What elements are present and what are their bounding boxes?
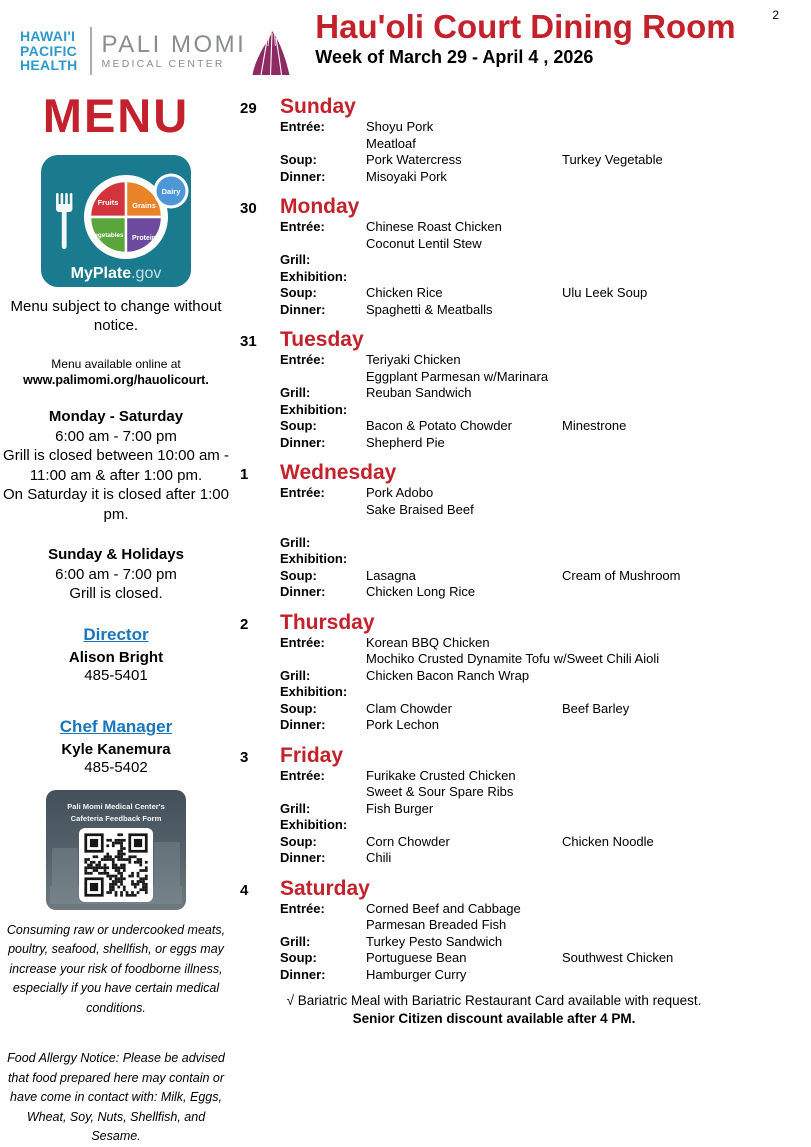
meal-label: Entrée: <box>280 900 325 916</box>
myplate-dairy-label: Dairy <box>161 187 181 196</box>
day-name: Monday <box>280 195 360 218</box>
menu-item: Chicken Bacon Ranch Wrap <box>366 667 530 683</box>
menu-item: Meatloaf <box>366 135 416 151</box>
hawaii-pacific-health-logo <box>20 24 291 78</box>
menu-item: Chili <box>366 850 392 865</box>
menu-row <box>280 584 811 601</box>
content-columns <box>0 84 811 1147</box>
menu-item: Pork Adobo <box>366 485 434 500</box>
meal-label: Grill: <box>280 534 311 550</box>
menu-item-secondary: Cream of Mushroom <box>562 567 681 583</box>
day-header <box>232 743 811 768</box>
meal-items <box>366 219 811 252</box>
menu-row <box>280 901 811 934</box>
meal-items <box>366 152 811 169</box>
day-section-saturday <box>232 876 811 984</box>
weekday-hours-note1: Grill is closed between 10:00 am - 11:00 am & after 1:00 pm. <box>3 447 229 484</box>
director-link[interactable]: Director <box>83 624 149 644</box>
qr-card-title-line2: Cafeteria Feedback Form <box>70 813 162 823</box>
page-number: 2 <box>772 8 779 22</box>
day-section-sunday <box>232 94 811 185</box>
menu-row <box>280 551 811 568</box>
day-header <box>232 94 811 119</box>
meal-label: Entrée: <box>280 634 325 650</box>
chef-manager-phone: 485-5402 <box>84 758 148 776</box>
chef-manager-name: Kyle Kanemura <box>61 740 171 758</box>
day-header <box>232 194 811 219</box>
menu-item <box>366 518 562 535</box>
hph-line3: HEALTH <box>20 57 78 74</box>
menu-item: Sweet & Sour Spare Ribs <box>366 784 514 799</box>
menu-heading: MENU <box>42 89 190 142</box>
day-rows <box>280 352 811 451</box>
meal-label: Exhibition: <box>280 684 348 699</box>
menu-row <box>280 967 811 984</box>
menu-row <box>280 801 811 818</box>
meal-items <box>366 768 811 801</box>
day-rows <box>280 119 811 185</box>
menu-item: Eggplant Parmesan w/Marinara <box>366 368 549 384</box>
meal-items <box>366 252 811 269</box>
menu-row <box>280 768 811 801</box>
meal-label: Entrée: <box>280 485 325 500</box>
meal-items <box>366 684 811 701</box>
day-rows <box>280 485 811 601</box>
menu-item: Pork Watercress <box>366 152 462 167</box>
meal-label: Dinner: <box>280 168 326 184</box>
menu-row <box>280 934 811 951</box>
meal-label: Soup: <box>280 152 317 167</box>
day-section-friday <box>232 743 811 867</box>
menu-item: Corned Beef and Cabbage <box>366 900 521 916</box>
meal-items <box>366 269 811 286</box>
menu-row <box>280 568 811 585</box>
menu-item: Chicken Long Rice <box>366 584 476 599</box>
day-name: Saturday <box>280 876 370 900</box>
menu-item <box>366 269 562 286</box>
myplate-vegetables-label: Vegetables <box>90 232 124 239</box>
meal-label: Grill: <box>280 800 311 816</box>
meal-items <box>366 967 811 984</box>
menu-item <box>366 402 562 419</box>
menu-item: Lasagna <box>366 567 416 583</box>
meal-label: Grill: <box>280 933 311 949</box>
meal-items <box>366 701 811 718</box>
menu-row <box>280 285 811 302</box>
meal-label: Grill: <box>280 385 311 400</box>
menu-item: Sake Braised Beef <box>366 501 474 517</box>
day-rows <box>280 219 811 318</box>
day-header <box>232 327 811 352</box>
menu-row <box>280 219 811 252</box>
day-name: Tuesday <box>280 328 364 351</box>
menu-item <box>366 252 562 269</box>
meal-items <box>366 950 811 967</box>
menu-row <box>280 684 811 701</box>
meal-items <box>366 717 811 734</box>
meal-label: Entrée: <box>280 119 325 134</box>
page-title: Hau'oli Court Dining Room <box>315 8 736 45</box>
food-allergy-notice: Food Allergy Notice: Please be advised that food prepared here may contain or have come in contact with: Milk, Eggs, Wheat, Soy, Nuts, Shellfish, and Sesame. <box>7 1051 225 1143</box>
day-rows <box>280 901 811 984</box>
day-header <box>232 876 811 901</box>
menu-item: Korean BBQ Chicken <box>366 634 490 650</box>
meal-label: Soup: <box>280 285 317 300</box>
footer-notes <box>232 992 811 1027</box>
raw-food-notice: Consuming raw or undercooked meats, poultry, seafood, shellfish, or eggs may increase your risk of foodborne illness, especially if you have certain medical conditions. <box>6 922 226 1015</box>
menu-item: Portuguese Bean <box>366 950 467 965</box>
day-name: Thursday <box>280 610 375 634</box>
myplate-fruits-label: Fruits <box>97 198 119 207</box>
meal-label: Soup: <box>280 700 317 716</box>
chef-manager-link[interactable]: Chef Manager <box>59 716 173 736</box>
day-section-tuesday <box>232 327 811 451</box>
menu-row <box>280 418 811 435</box>
meal-items <box>366 119 811 152</box>
menu-row <box>280 169 811 186</box>
menu-row <box>280 485 811 535</box>
meal-label: Exhibition: <box>280 817 348 832</box>
meal-label: Dinner: <box>280 966 326 982</box>
menu-item: Fish Burger <box>366 800 434 816</box>
hph-wordmark <box>20 29 78 73</box>
day-date: 1 <box>240 466 249 483</box>
menu-item: Coconut Lentil Stew <box>366 235 482 251</box>
meal-label: Exhibition: <box>280 401 348 417</box>
week-subtitle: Week of March 29 - April 4 , 2026 <box>315 47 594 67</box>
meal-items <box>366 402 811 419</box>
meal-items <box>366 568 811 585</box>
sunday-hours-note: Grill is closed. <box>69 585 163 602</box>
senior-discount-note: Senior Citizen discount available after 4 PM. <box>352 1010 636 1026</box>
day-section-monday <box>232 194 811 318</box>
menu-row <box>280 834 811 851</box>
menu-item: Misoyaki Pork <box>366 168 447 184</box>
sunday-hours-title: Sunday & Holidays <box>48 546 184 563</box>
weekday-hours-title: Monday - Saturday <box>48 408 184 425</box>
title-block <box>315 8 735 68</box>
weekly-menu <box>232 84 811 1027</box>
day-section-wednesday <box>232 460 811 601</box>
day-date: 30 <box>240 200 257 217</box>
meal-label: Exhibition: <box>280 268 348 284</box>
page-header <box>0 0 811 84</box>
day-date: 3 <box>240 748 249 766</box>
meal-items <box>366 485 811 535</box>
hph-line1: HAWAI'I <box>20 28 76 45</box>
meal-label: Grill: <box>280 667 311 683</box>
weekday-hours-time: 6:00 am - 7:00 pm <box>55 427 177 445</box>
menu-item: Hamburger Curry <box>366 966 467 982</box>
menu-row <box>280 635 811 668</box>
menu-item: Bacon & Potato Chowder <box>366 418 512 433</box>
menu-item: Parmesan Breaded Fish <box>366 917 507 932</box>
menu-row <box>280 950 811 967</box>
sidebar <box>0 84 232 1147</box>
meal-label: Grill: <box>280 252 311 267</box>
menu-days <box>232 94 811 983</box>
meal-items <box>366 435 811 452</box>
day-date: 31 <box>240 333 257 350</box>
day-header <box>232 610 811 635</box>
online-url: www.palimomi.org/hauolicourt. <box>23 373 209 387</box>
menu-item-secondary: Southwest Chicken <box>562 950 674 965</box>
meal-items <box>366 302 811 319</box>
pali-momi-mountain-icon <box>251 28 291 78</box>
menu-row <box>280 817 811 834</box>
menu-item: Teriyaki Chicken <box>366 352 461 367</box>
meal-items <box>366 385 811 402</box>
chef-manager-contact <box>0 717 232 777</box>
menu-item: Clam Chowder <box>366 700 452 716</box>
menu-row <box>280 152 811 169</box>
menu-item: Reuban Sandwich <box>366 385 472 400</box>
sunday-hours <box>0 545 232 604</box>
menu-item: Mochiko Crusted Dynamite Tofu w/Sweet Chili Aioli <box>366 651 660 666</box>
meal-items <box>366 584 811 601</box>
pali-momi-subtitle: MEDICAL CENTER <box>101 57 225 70</box>
meal-label: Entrée: <box>280 767 325 783</box>
day-date: 29 <box>240 100 257 117</box>
menu-item-secondary: Turkey Vegetable <box>562 152 663 167</box>
logo-divider <box>90 27 92 75</box>
meal-label: Entrée: <box>280 352 325 367</box>
menu-row <box>280 850 811 867</box>
menu-row <box>280 269 811 286</box>
sunday-hours-time: 6:00 am - 7:00 pm <box>55 565 177 583</box>
meal-items <box>366 668 811 685</box>
meal-label: Dinner: <box>280 301 326 317</box>
day-date: 4 <box>240 881 249 899</box>
myplate-grains-label: Grains <box>132 201 156 210</box>
menu-item: Shoyu Pork <box>366 119 434 134</box>
feedback-qr-card <box>46 790 186 910</box>
day-rows <box>280 635 811 734</box>
menu-item-secondary: Ulu Leek Soup <box>562 285 648 300</box>
day-name: Friday <box>280 743 344 767</box>
menu-item: Chinese Roast Chicken <box>366 219 502 234</box>
menu-row <box>280 717 811 734</box>
meal-label: Soup: <box>280 418 317 433</box>
menu-change-notice: Menu subject to change without notice. <box>10 298 222 334</box>
meal-label: Soup: <box>280 567 317 583</box>
day-name: Sunday <box>280 95 356 118</box>
day-rows <box>280 768 811 867</box>
weekday-hours-note2: On Saturday it is closed after 1:00 pm. <box>3 486 229 523</box>
menu-item <box>366 817 562 834</box>
director-name: Alison Bright <box>68 648 164 666</box>
menu-item <box>366 551 562 568</box>
menu-row <box>280 119 811 152</box>
menu-item: Spaghetti & Meatballs <box>366 301 493 317</box>
menu-item: Chicken Rice <box>366 285 443 300</box>
menu-item: Turkey Pesto Sandwich <box>366 933 503 949</box>
menu-row <box>280 668 811 685</box>
myplate-brand: MyPlate.gov <box>70 265 162 282</box>
meal-items <box>366 418 811 435</box>
weekday-hours <box>0 407 232 524</box>
menu-item: Corn Chowder <box>366 833 450 849</box>
meal-items <box>366 801 811 818</box>
day-name: Wednesday <box>280 461 397 484</box>
online-menu-block <box>0 356 232 388</box>
meal-label: Soup: <box>280 833 317 849</box>
meal-label: Dinner: <box>280 850 326 865</box>
menu-item: Furikake Crusted Chicken <box>366 767 516 783</box>
menu-row <box>280 302 811 319</box>
day-date: 2 <box>240 615 249 633</box>
day-section-thursday <box>232 610 811 734</box>
meal-label: Exhibition: <box>280 551 348 566</box>
online-line: Menu available online at <box>51 357 181 371</box>
meal-items <box>366 934 811 951</box>
menu-row <box>280 402 811 419</box>
menu-row <box>280 435 811 452</box>
meal-items <box>366 285 811 302</box>
meal-items <box>366 352 811 385</box>
qr-card-title-line1: Pali Momi Medical Center's <box>67 801 165 811</box>
meal-items <box>366 834 811 851</box>
meal-label: Dinner: <box>280 584 326 599</box>
meal-items <box>366 817 811 834</box>
meal-items <box>366 551 811 568</box>
menu-item-secondary: Minestrone <box>562 418 627 433</box>
menu-row <box>280 252 811 269</box>
hph-line2: PACIFIC <box>20 42 78 59</box>
meal-items <box>366 901 811 934</box>
day-header <box>232 460 811 485</box>
meal-label: Soup: <box>280 950 317 965</box>
menu-row <box>280 535 811 552</box>
menu-item-secondary: Chicken Noodle <box>562 833 654 849</box>
pali-momi-wordmark <box>101 30 247 70</box>
director-phone: 485-5401 <box>84 666 148 684</box>
menu-item <box>366 535 562 552</box>
menu-item: Pork Lechon <box>366 717 439 732</box>
meal-label: Entrée: <box>280 219 325 234</box>
pali-momi-name: PALI MOMI <box>101 30 247 58</box>
meal-items <box>366 635 811 668</box>
menu-item: Shepherd Pie <box>366 434 445 450</box>
menu-item-secondary: Beef Barley <box>562 700 630 716</box>
bariatric-note: √ Bariatric Meal with Bariatric Restaurant Card available with request. <box>286 993 702 1008</box>
menu-row <box>280 385 811 402</box>
menu-item <box>366 684 562 701</box>
menu-row <box>280 352 811 385</box>
myplate-protein-label: Protein <box>131 235 157 242</box>
menu-row <box>280 701 811 718</box>
meal-items <box>366 535 811 552</box>
meal-label: Dinner: <box>280 434 326 450</box>
director-contact <box>0 625 232 685</box>
meal-label: Dinner: <box>280 717 326 732</box>
meal-items <box>366 169 811 186</box>
meal-items <box>366 850 811 867</box>
myplate-graphic <box>41 155 191 287</box>
